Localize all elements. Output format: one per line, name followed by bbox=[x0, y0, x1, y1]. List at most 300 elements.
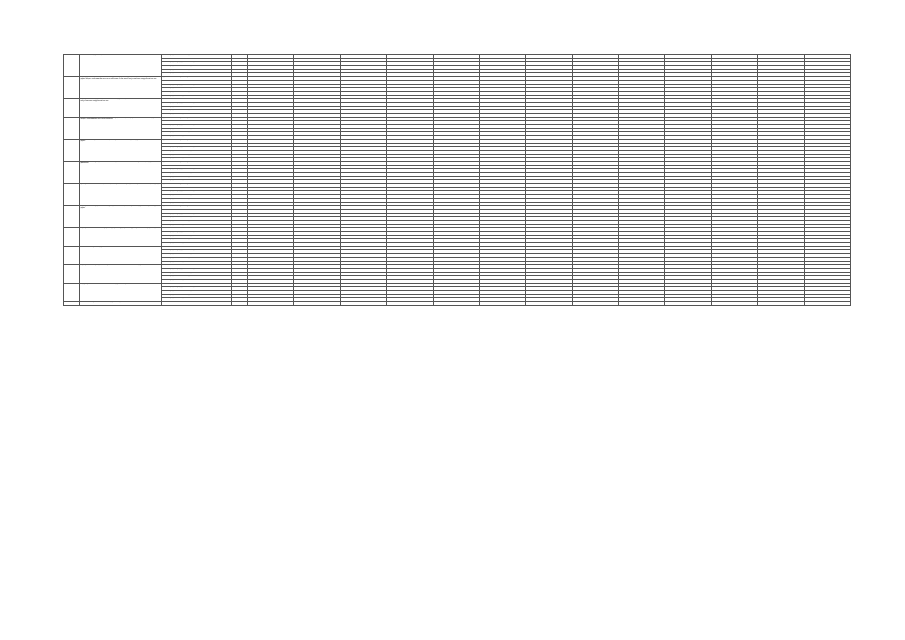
amount-cell: 230 757,00000 bbox=[248, 80, 294, 84]
amount-cell: 0,00000 bbox=[711, 276, 757, 280]
amount-cell: 0,00000 bbox=[804, 150, 851, 154]
amount-cell: 0,00000 bbox=[665, 206, 711, 210]
funding-source: Прочие источники финансирования bbox=[162, 184, 232, 188]
amount-cell: 0,00000 bbox=[804, 62, 851, 66]
amount-cell: 0,00000 bbox=[387, 261, 433, 265]
amount-cell: 78 206,00000 bbox=[665, 143, 711, 147]
amount-cell: 0,00000 bbox=[433, 272, 479, 276]
amount-cell: 0,00000 bbox=[479, 232, 525, 236]
amount-cell: 0,00000 bbox=[711, 110, 757, 114]
amount-cell: 0,00000 bbox=[711, 184, 757, 188]
amount-cell: 0,00000 bbox=[758, 106, 804, 110]
amount-cell: 0,00000 bbox=[572, 147, 618, 151]
amount-cell: 0,00000 bbox=[665, 232, 711, 236]
amount-cell: 0,00000 bbox=[294, 283, 340, 287]
amount-cell: 0,00000 bbox=[526, 302, 572, 306]
amount-cell: 0,00000 bbox=[479, 77, 525, 81]
amount-cell: 0,00000 bbox=[665, 139, 711, 143]
amount-cell: 0,00000 bbox=[804, 80, 851, 84]
amount-cell: 0,00000 bbox=[572, 55, 618, 59]
amount-cell: 0,00000 bbox=[294, 198, 340, 202]
amount-cell: 0,00000 bbox=[804, 158, 851, 162]
amount-cell: 0,00000 bbox=[340, 250, 386, 254]
amount-cell: 0,00000 bbox=[711, 161, 757, 165]
amount-cell: 7 100,00000 bbox=[387, 187, 433, 191]
amount-cell: 0,00000 bbox=[340, 184, 386, 188]
amount-cell: 0,00000 bbox=[619, 114, 665, 118]
amount-cell: 0,00000 bbox=[572, 213, 618, 217]
amount-cell: 0,00000 bbox=[433, 114, 479, 118]
amount-cell: 0,00000 bbox=[479, 180, 525, 184]
amount-cell: 0,00000 bbox=[665, 202, 711, 206]
amount-cell: 297 180,60800 bbox=[711, 132, 757, 136]
measure-description: Мероприятие по капитальному ремонту и ремонту дворовых территорий многоквартирных домов bbox=[80, 228, 162, 246]
amount-cell: 0,00000 bbox=[294, 88, 340, 92]
budget-code: 611 bbox=[232, 66, 248, 70]
amount-cell: 7 120,00000 bbox=[248, 165, 294, 169]
amount-cell: 0,00000 bbox=[711, 224, 757, 228]
amount-cell: 0,00000 bbox=[758, 80, 804, 84]
amount-cell: 0,00000 bbox=[572, 66, 618, 70]
amount-cell: 0,00000 bbox=[479, 88, 525, 92]
amount-cell: 0,00000 bbox=[711, 228, 757, 232]
amount-cell: 0,00000 bbox=[340, 294, 386, 298]
amount-cell: 0,00000 bbox=[526, 99, 572, 103]
amount-cell: 0,00000 bbox=[387, 173, 433, 177]
amount-cell: 411 240,82950 bbox=[665, 132, 711, 136]
amount-cell: 0,00000 bbox=[294, 209, 340, 213]
amount-cell: 0,00000 bbox=[804, 102, 851, 106]
funding-source: всего, в том числе bbox=[162, 187, 232, 191]
amount-cell: 0,00000 bbox=[387, 62, 433, 66]
amount-cell: 0,00000 bbox=[619, 268, 665, 272]
amount-cell: 940 128,00000 bbox=[665, 254, 711, 258]
measure-code: 6.1 bbox=[64, 302, 80, 306]
funding-source: всего, в том числе bbox=[162, 58, 232, 62]
amount-cell: 2 077 435,00000 bbox=[248, 265, 294, 269]
amount-cell: 0,00000 bbox=[387, 250, 433, 254]
budget-code: 611 bbox=[232, 99, 248, 103]
amount-cell: 0,00000 bbox=[758, 268, 804, 272]
amount-cell: 123 380,62380 bbox=[665, 58, 711, 62]
amount-cell: 0,00000 bbox=[665, 217, 711, 221]
budget-code: 611 bbox=[232, 143, 248, 147]
measure-description: автомобильных дорог общего пользования местного значения bbox=[80, 55, 162, 77]
amount-cell: 0,00000 bbox=[248, 73, 294, 77]
amount-cell: 31 497,00000 bbox=[433, 154, 479, 158]
amount-cell: 0,00000 bbox=[433, 125, 479, 129]
amount-cell: 0,00000 bbox=[248, 117, 294, 121]
amount-cell: 0,00000 bbox=[711, 187, 757, 191]
amount-cell: 0,00000 bbox=[526, 106, 572, 110]
measure-description: Приобретение (строительство) специализированной техники для содержания автомобильных дорог bbox=[80, 139, 162, 161]
amount-cell: 0,00000 bbox=[711, 143, 757, 147]
amount-cell: 0,00000 bbox=[387, 283, 433, 287]
amount-cell: 0,00000 bbox=[572, 224, 618, 228]
amount-cell: 7 171,70000 bbox=[340, 66, 386, 70]
amount-cell: 0,00000 bbox=[758, 187, 804, 191]
amount-cell: 0,00000 bbox=[340, 84, 386, 88]
amount-cell: 0,00000 bbox=[711, 125, 757, 129]
amount-cell: 0,00000 bbox=[804, 114, 851, 118]
amount-cell: 0,00000 bbox=[340, 125, 386, 129]
amount-cell: 0,00000 bbox=[758, 88, 804, 92]
amount-cell: 0,00000 bbox=[248, 202, 294, 206]
amount-cell: 0,00000 bbox=[711, 117, 757, 121]
amount-cell: 0,00000 bbox=[526, 176, 572, 180]
amount-cell: 0,00000 bbox=[340, 224, 386, 228]
amount-cell: 18 160,50890 bbox=[479, 69, 525, 73]
amount-cell: 0,00000 bbox=[387, 232, 433, 236]
amount-cell: 0,00000 bbox=[804, 220, 851, 224]
amount-cell: 0,00000 bbox=[479, 202, 525, 206]
funding-source: за счет средств федерального бюджета bbox=[162, 169, 232, 173]
amount-cell: 0,00000 bbox=[804, 265, 851, 269]
amount-cell: 103 403,00000 bbox=[619, 257, 665, 261]
amount-cell: 0,00000 bbox=[619, 147, 665, 151]
amount-cell: 0,00000 bbox=[433, 91, 479, 95]
amount-cell: 3 012,75000 bbox=[479, 66, 525, 70]
amount-cell: 0,00000 bbox=[665, 55, 711, 59]
amount-cell: 102 241,00000 bbox=[619, 239, 665, 243]
amount-cell: 7 120,00000 bbox=[248, 176, 294, 180]
funding-source: за счет средств внебюджетных источников bbox=[162, 73, 232, 77]
amount-cell: 0,00000 bbox=[619, 91, 665, 95]
amount-cell: 0,00000 bbox=[758, 102, 804, 106]
amount-cell: 7 120,00000 bbox=[340, 176, 386, 180]
amount-cell: 0,00000 bbox=[711, 195, 757, 199]
amount-cell: 0,00000 bbox=[294, 117, 340, 121]
amount-cell: 0,00000 bbox=[340, 110, 386, 114]
amount-cell: 0,00000 bbox=[758, 99, 804, 103]
amount-cell: 0,00000 bbox=[387, 265, 433, 269]
amount-cell: 0,00000 bbox=[433, 191, 479, 195]
amount-cell: 0,00000 bbox=[665, 150, 711, 154]
budget-code: 611 bbox=[232, 198, 248, 202]
amount-cell: 0,00000 bbox=[433, 302, 479, 306]
amount-cell: 0,00000 bbox=[711, 91, 757, 95]
amount-cell: 0,00000 bbox=[711, 154, 757, 158]
amount-cell: 0,00000 bbox=[619, 110, 665, 114]
amount-cell: 0,00000 bbox=[619, 224, 665, 228]
amount-cell: 141 680,00000 bbox=[526, 272, 572, 276]
amount-cell: 0,00000 bbox=[248, 224, 294, 228]
amount-cell: 0,00000 bbox=[711, 180, 757, 184]
amount-cell: 0,00000 bbox=[526, 184, 572, 188]
amount-cell: 35 660,00000 bbox=[248, 209, 294, 213]
amount-cell: 0,00000 bbox=[526, 169, 572, 173]
amount-cell: 0,00000 bbox=[294, 195, 340, 199]
amount-cell: 0,00000 bbox=[387, 294, 433, 298]
amount-cell: 0,00000 bbox=[711, 250, 757, 254]
amount-cell: 0,00000 bbox=[526, 279, 572, 283]
amount-cell: 0,00000 bbox=[433, 250, 479, 254]
amount-cell: 0,00000 bbox=[619, 150, 665, 154]
amount-cell: 0,00000 bbox=[248, 99, 294, 103]
funding-source: за счет средств областного бюджета bbox=[162, 173, 232, 177]
amount-cell: 0,00000 bbox=[758, 184, 804, 188]
amount-cell: 3 330,00000 bbox=[804, 302, 851, 306]
amount-cell: 0,00000 bbox=[572, 117, 618, 121]
amount-cell: 0,00000 bbox=[387, 276, 433, 280]
amount-cell: 0,00000 bbox=[387, 213, 433, 217]
amount-cell: 0,00000 bbox=[758, 169, 804, 173]
amount-cell: 0,00000 bbox=[294, 102, 340, 106]
amount-cell: 0,00000 bbox=[804, 235, 851, 239]
funding-source: за счет средств федерального бюджета bbox=[162, 232, 232, 236]
amount-cell: 3 330,00000 bbox=[804, 283, 851, 287]
amount-cell: 0,00000 bbox=[665, 62, 711, 66]
amount-cell: 0,00000 bbox=[804, 276, 851, 280]
amount-cell: 0,00000 bbox=[340, 128, 386, 132]
amount-cell: 0,00000 bbox=[758, 257, 804, 261]
amount-cell: 0,00000 bbox=[433, 88, 479, 92]
amount-cell: 0,00000 bbox=[433, 158, 479, 162]
amount-cell: 11 236,50000 bbox=[387, 69, 433, 73]
amount-cell: 7 123,00000 bbox=[433, 209, 479, 213]
amount-cell: 0,00000 bbox=[572, 84, 618, 88]
amount-cell: 0,00000 bbox=[387, 217, 433, 221]
budget-code: 611 bbox=[232, 128, 248, 132]
amount-cell: 0,00000 bbox=[758, 298, 804, 302]
amount-cell: 23 374,00000 bbox=[572, 257, 618, 261]
amount-cell: 0,00000 bbox=[711, 173, 757, 177]
amount-cell: 0,00000 bbox=[248, 279, 294, 283]
funding-source: за счет средств местного бюджета bbox=[162, 198, 232, 202]
amount-cell: 0,00000 bbox=[248, 169, 294, 173]
amount-cell: 74 088,00000 bbox=[526, 143, 572, 147]
amount-cell: 0,00000 bbox=[387, 180, 433, 184]
amount-cell: 0,00000 bbox=[804, 298, 851, 302]
amount-cell: 13 622,00000 bbox=[526, 257, 572, 261]
amount-cell: 0,00000 bbox=[758, 77, 804, 81]
amount-cell: 0,00000 bbox=[526, 294, 572, 298]
amount-cell: 0,00000 bbox=[711, 202, 757, 206]
amount-cell: 0,00000 bbox=[340, 246, 386, 250]
amount-cell: 0,00000 bbox=[248, 55, 294, 59]
budget-sheet bbox=[63, 54, 851, 305]
amount-cell: 0,00000 bbox=[619, 279, 665, 283]
amount-cell: 0,00000 bbox=[665, 187, 711, 191]
measure-code: 5.3 bbox=[64, 117, 80, 139]
amount-cell: 0,00000 bbox=[665, 228, 711, 232]
measure-code: 5.7 bbox=[64, 206, 80, 228]
amount-cell: 0,00000 bbox=[665, 165, 711, 169]
amount-cell: 0,00000 bbox=[665, 169, 711, 173]
amount-cell: 0,00000 bbox=[572, 180, 618, 184]
amount-cell: 0,00000 bbox=[526, 287, 572, 291]
amount-cell: 0,00000 bbox=[387, 228, 433, 232]
amount-cell: 0,00000 bbox=[758, 198, 804, 202]
measure-description: Мероприятие по приведению в нормативное состояние автомобильных дорог bbox=[80, 265, 162, 283]
amount-cell: 0,00000 bbox=[665, 102, 711, 106]
amount-cell: 0,00000 bbox=[479, 95, 525, 99]
amount-cell: 0,00000 bbox=[711, 176, 757, 180]
amount-cell: 155 302,00000 bbox=[526, 246, 572, 250]
amount-cell: 0,00000 bbox=[340, 287, 386, 291]
amount-cell: 0,00000 bbox=[619, 217, 665, 221]
amount-cell: 0,00000 bbox=[340, 243, 386, 247]
amount-cell: 0,00000 bbox=[433, 161, 479, 165]
funding-source: за счет средств федерального бюджета bbox=[162, 213, 232, 217]
funding-source: за счет средств местного бюджета bbox=[162, 91, 232, 95]
amount-cell: 0,00000 bbox=[758, 246, 804, 250]
amount-cell: 0,00000 bbox=[804, 106, 851, 110]
budget-code: 611 bbox=[232, 121, 248, 125]
amount-cell: 71 180,00000 bbox=[526, 80, 572, 84]
funding-source: за счет средств внебюджетных источников bbox=[162, 261, 232, 265]
amount-cell: 0,00000 bbox=[294, 191, 340, 195]
amount-cell: 0,00000 bbox=[526, 283, 572, 287]
amount-cell: 0,00000 bbox=[711, 209, 757, 213]
amount-cell: 7 851,00000 bbox=[479, 220, 525, 224]
amount-cell: 0,00000 bbox=[387, 268, 433, 272]
amount-cell: 0,00000 bbox=[294, 291, 340, 295]
amount-cell: 0,00000 bbox=[340, 117, 386, 121]
amount-cell: 0,00000 bbox=[711, 165, 757, 169]
funding-source: за счет средств федерального бюджета bbox=[162, 191, 232, 195]
amount-cell: 0,00000 bbox=[619, 198, 665, 202]
funding-source: за счет средств федерального бюджета bbox=[162, 268, 232, 272]
amount-cell: 301 593,00000 bbox=[758, 121, 804, 125]
funding-source: за счет средств местного бюджета bbox=[162, 55, 232, 59]
amount-cell: 0,00000 bbox=[758, 224, 804, 228]
amount-cell: 0,00000 bbox=[248, 191, 294, 195]
amount-cell: 0,00000 bbox=[433, 287, 479, 291]
amount-cell: 162 170,00000 bbox=[572, 228, 618, 232]
budget-code: 611 bbox=[232, 257, 248, 261]
amount-cell: 0,00000 bbox=[526, 213, 572, 217]
amount-cell: 379 700,00000 bbox=[804, 121, 851, 125]
amount-cell: 0,00000 bbox=[433, 139, 479, 143]
amount-cell: 0,00000 bbox=[711, 217, 757, 221]
amount-cell: 81 110,00000 bbox=[387, 91, 433, 95]
amount-cell: 0,00000 bbox=[572, 261, 618, 265]
amount-cell: 0,00000 bbox=[572, 150, 618, 154]
amount-cell: 0,00000 bbox=[711, 243, 757, 247]
amount-cell: 0,00000 bbox=[294, 136, 340, 140]
amount-cell: 0,00000 bbox=[758, 91, 804, 95]
measure-description: Мероприятие по ремонту, капитальному ремонту, реконструкции и строительству автомобильных дорог общего пользования местного значения, в том числе искусственных сооружений на них bbox=[80, 77, 162, 99]
funding-source: за счет средств местного бюджета bbox=[162, 220, 232, 224]
amount-cell: 125 460,96000 bbox=[294, 69, 340, 73]
amount-cell: 0,00000 bbox=[711, 239, 757, 243]
amount-cell: 0,00000 bbox=[340, 158, 386, 162]
amount-cell: 0,00000 bbox=[665, 213, 711, 217]
funding-source: за счет средств местного бюджета bbox=[162, 154, 232, 158]
amount-cell: 0,00000 bbox=[619, 250, 665, 254]
amount-cell: 141 680,00000 bbox=[526, 254, 572, 258]
amount-cell: 0,00000 bbox=[248, 268, 294, 272]
amount-cell: 0,00000 bbox=[433, 180, 479, 184]
funding-source: за счет средств федерального бюджета bbox=[162, 84, 232, 88]
amount-cell: 0,00000 bbox=[758, 243, 804, 247]
amount-cell: 0,00000 bbox=[433, 257, 479, 261]
amount-cell: 0,00000 bbox=[619, 128, 665, 132]
amount-cell: 0,00000 bbox=[758, 235, 804, 239]
amount-cell: 0,00000 bbox=[758, 202, 804, 206]
amount-cell: 0,00000 bbox=[340, 279, 386, 283]
amount-cell: 0,00000 bbox=[758, 191, 804, 195]
amount-cell: 2 901,00000 bbox=[340, 154, 386, 158]
amount-cell: 0,00000 bbox=[294, 139, 340, 143]
amount-cell: 0,00000 bbox=[248, 195, 294, 199]
funding-source: всего, в том числе bbox=[162, 209, 232, 213]
amount-cell: 0,00000 bbox=[526, 298, 572, 302]
amount-cell: 0,00000 bbox=[479, 228, 525, 232]
amount-cell: 240 781,91200 bbox=[572, 121, 618, 125]
amount-cell: 0,00000 bbox=[665, 250, 711, 254]
amount-cell: 0,00000 bbox=[340, 261, 386, 265]
amount-cell: 0,00000 bbox=[572, 184, 618, 188]
amount-cell: 0,00000 bbox=[619, 136, 665, 140]
amount-cell: 0,00000 bbox=[572, 302, 618, 306]
amount-cell: 940 128,00000 bbox=[665, 272, 711, 276]
amount-cell: 0,00000 bbox=[340, 173, 386, 177]
amount-cell: 0,00000 bbox=[294, 125, 340, 129]
amount-cell: 0,00000 bbox=[758, 62, 804, 66]
funding-source: за счет средств областного бюджета bbox=[162, 235, 232, 239]
amount-cell: 0,00000 bbox=[711, 84, 757, 88]
amount-cell: 0,00000 bbox=[526, 128, 572, 132]
amount-cell: 0,00000 bbox=[526, 95, 572, 99]
amount-cell: 0,00000 bbox=[387, 246, 433, 250]
amount-cell: 0,00000 bbox=[340, 268, 386, 272]
budget-code: 611 bbox=[232, 283, 248, 287]
amount-cell: 0,00000 bbox=[711, 206, 757, 210]
budget-code: 611 bbox=[232, 220, 248, 224]
amount-cell: 0,00000 bbox=[294, 158, 340, 162]
amount-cell: 0,00000 bbox=[804, 246, 851, 250]
amount-cell: 0,00000 bbox=[387, 55, 433, 59]
amount-cell: 0,00000 bbox=[572, 110, 618, 114]
amount-cell: 60 606,02400 bbox=[340, 69, 386, 73]
amount-cell: 0,00000 bbox=[294, 250, 340, 254]
amount-cell: 0,00000 bbox=[665, 287, 711, 291]
amount-cell: 0,00000 bbox=[804, 91, 851, 95]
amount-cell: 16 713,00000 bbox=[248, 283, 294, 287]
amount-cell: 0,00000 bbox=[433, 224, 479, 228]
amount-cell: 2 722,00000 bbox=[619, 302, 665, 306]
amount-cell: 0,00000 bbox=[248, 139, 294, 143]
amount-cell: 0,00000 bbox=[479, 217, 525, 221]
amount-cell: 0,00000 bbox=[619, 106, 665, 110]
amount-cell: 3 330,00000 bbox=[804, 294, 851, 298]
amount-cell: 0,00000 bbox=[479, 114, 525, 118]
measure-description: Обеспечение деятельности учреждений, осуществляющих содержание автомобильных дорог общего пользования местного значения bbox=[80, 117, 162, 139]
funding-source: всего, в том числе bbox=[162, 228, 232, 232]
amount-cell: 0,00000 bbox=[619, 243, 665, 247]
amount-cell: 0,00000 bbox=[479, 235, 525, 239]
amount-cell: 0,00000 bbox=[711, 257, 757, 261]
amount-cell: 0,00000 bbox=[294, 232, 340, 236]
amount-cell: 0,00000 bbox=[479, 80, 525, 84]
funding-source: за счет средств местного бюджета bbox=[162, 69, 232, 73]
amount-cell: 0,00000 bbox=[433, 254, 479, 258]
amount-cell: 0,00000 bbox=[804, 143, 851, 147]
amount-cell: 3 999,00000 bbox=[665, 283, 711, 287]
amount-cell: 0,00000 bbox=[294, 243, 340, 247]
amount-cell: 0,00000 bbox=[294, 228, 340, 232]
amount-cell: 0,00000 bbox=[758, 73, 804, 77]
amount-cell: 0,00000 bbox=[665, 239, 711, 243]
amount-cell: 0,00000 bbox=[619, 55, 665, 59]
funding-source: за счет средств внебюджетных источников bbox=[162, 243, 232, 247]
amount-cell: 0,00000 bbox=[804, 224, 851, 228]
amount-cell: 0,00000 bbox=[294, 268, 340, 272]
amount-cell: 0,00000 bbox=[804, 99, 851, 103]
amount-cell: 0,00000 bbox=[619, 202, 665, 206]
